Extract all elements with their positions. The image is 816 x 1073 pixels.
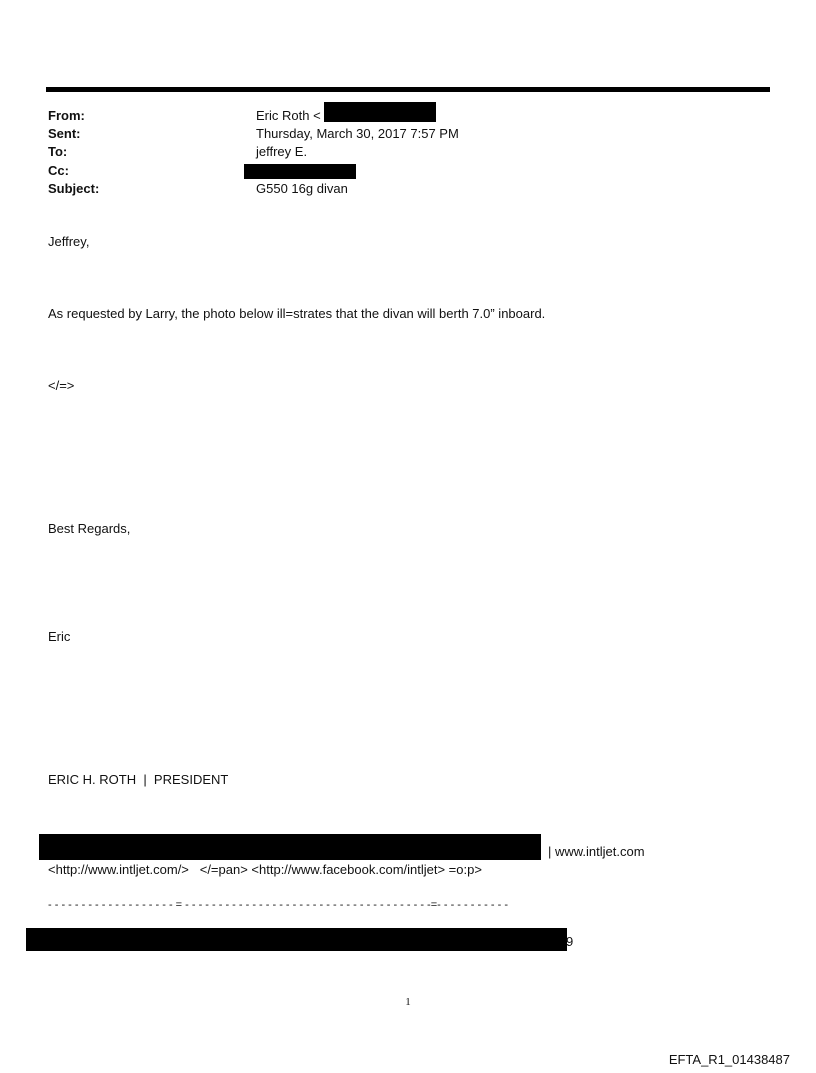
link-line: <http://www.intljet.com/> </=pan> <http://www.facebook.com/intljet> =o:p> bbox=[48, 862, 482, 877]
redaction-from-email bbox=[324, 102, 436, 122]
to-value: jeffrey E. bbox=[256, 144, 308, 159]
signature-name: Eric bbox=[48, 629, 71, 644]
redaction-contact-line bbox=[39, 834, 541, 860]
signature-title: ERIC H. ROTH | PRESIDENT bbox=[48, 772, 229, 787]
redacted-tail: 9 bbox=[566, 934, 574, 949]
bates-id: EFTA_R1_01438487 bbox=[668, 1052, 790, 1067]
sent-label: Sent: bbox=[48, 126, 81, 141]
divider-line: - - - - - - - - - - - - - - - - - - - = - - - - - - - - - - - - - - - - - - - - - - - - - - - - - - - - - - - - -=- - - - - - - - - - - bbox=[48, 899, 508, 911]
subject-label: Subject: bbox=[48, 181, 100, 196]
contact-website: | www.intljet.com bbox=[548, 844, 645, 859]
redaction-cc bbox=[244, 164, 356, 179]
to-label: To: bbox=[48, 144, 68, 159]
redaction-footer-line bbox=[26, 928, 567, 951]
page-number: 1 bbox=[405, 996, 411, 1008]
cc-label: Cc: bbox=[48, 163, 69, 178]
subject-value: G550 16g divan bbox=[256, 181, 348, 196]
body-artifact: </=> bbox=[48, 378, 75, 393]
closing: Best Regards, bbox=[48, 521, 131, 536]
from-label: From: bbox=[48, 108, 85, 123]
body-paragraph: As requested by Larry, the photo below ill=strates that the divan will berth 7.0” inboard. bbox=[48, 306, 546, 321]
from-value: Eric Roth < bbox=[256, 108, 321, 123]
sent-value: Thursday, March 30, 2017 7:57 PM bbox=[256, 126, 459, 141]
header-rule bbox=[46, 87, 770, 92]
greeting: Jeffrey, bbox=[48, 234, 90, 249]
